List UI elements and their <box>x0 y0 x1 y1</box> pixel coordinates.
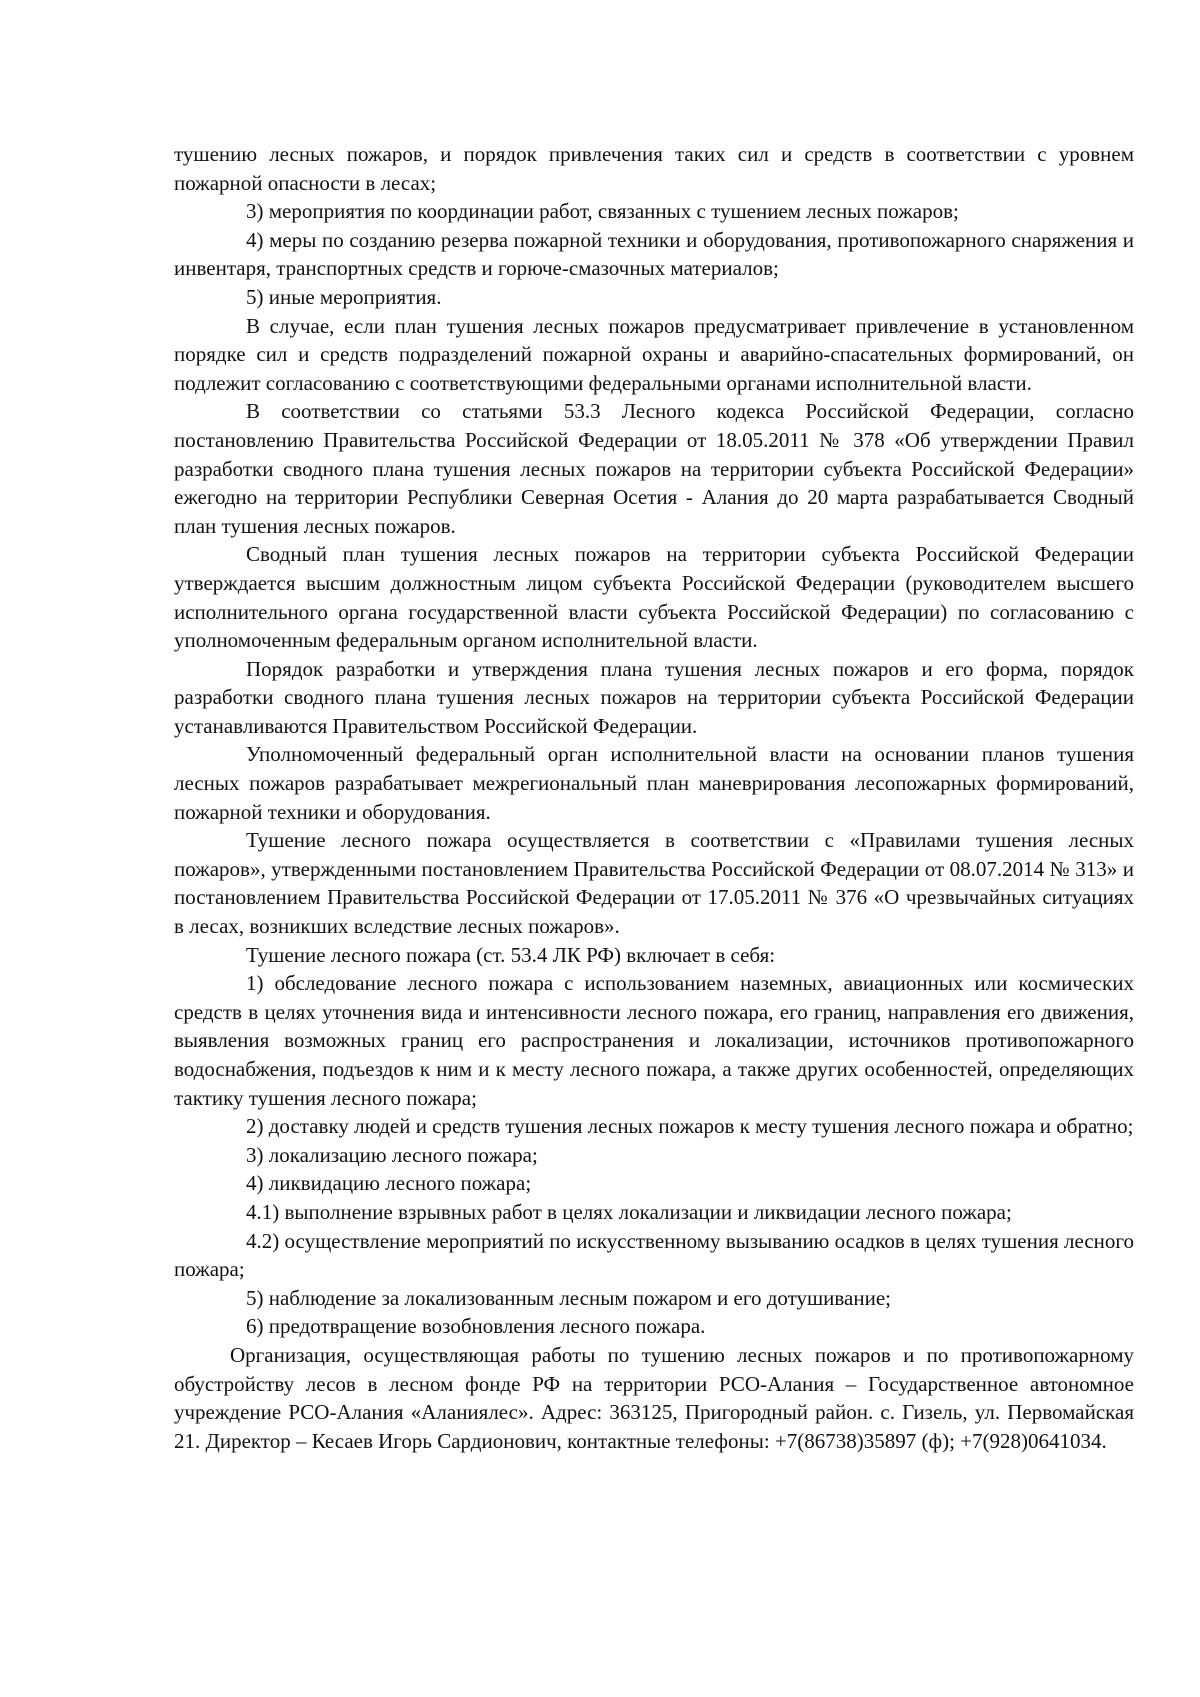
paragraph-11: Тушение лесного пожара (ст. 53.4 ЛК РФ) включает в себя: <box>246 942 776 967</box>
paragraph-15: 4) ликвидацию лесного пожара; <box>246 1171 532 1196</box>
paragraph-14: 3) локализацию лесного пожара; <box>246 1142 538 1167</box>
paragraph-2: 3) мероприятия по координации работ, связанных с тушением лесных пожаров; <box>246 199 959 224</box>
paragraph-17: 4.2) осуществление мероприятий по искусственному вызыванию осадков в целях тушения лесного пожара; <box>174 1228 1134 1282</box>
paragraph-4: 5) иные мероприятия. <box>246 284 442 309</box>
paragraph-6: В соответствии со статьями 53.3 Лесного кодекса Российской Федерации, согласно постановлению Правительства Российской Федерации от 18.05.2011 № 378 «Об утверждении Правил разработки сводного плана тушения лесных пожаров на территории субъекта Российской Федерации» ежегодно на территории Республики Северная Осетия - Алания до 20 марта разрабатывается Сводный план тушения лесных пожаров. <box>174 399 1134 538</box>
paragraph-5: В случае, если план тушения лесных пожаров предусматривает привлечение в установленном порядке сил и средств подразделений пожарной охраны и аварийно-спасательных формирований, он подлежит согласованию с соответствующими федеральными органами исполнительной власти. <box>174 313 1134 395</box>
paragraph-8: Порядок разработки и утверждения плана тушения лесных пожаров и его форма, порядок разработки сводного плана тушения лесных пожаров на территории субъекта Российской Федерации устанавливаются Правительством Российской Федерации. <box>174 656 1134 738</box>
document-page <box>174 140 1134 1455</box>
paragraph-19: 6) предотвращение возобновления лесного пожара. <box>246 1314 706 1339</box>
paragraph-13: 2) доставку людей и средств тушения лесных пожаров к месту тушения лесного пожара и обратно; <box>246 1114 1134 1139</box>
paragraph-9: Уполномоченный федеральный орган исполнительной власти на основании планов тушения лесных пожаров разрабатывает межрегиональный план маневрирования лесопожарных формирований, пожарной техники и оборудования. <box>174 742 1134 824</box>
paragraph-20: Организация, осуществляющая работы по тушению лесных пожаров и по противопожарному обустройству лесов в лесном фонде РФ на территории РСО-Алания – Государственное автономное учреждение РСО-Алания «Аланиялес». Адрес: 363125, Пригородный район. с. Гизель, ул. Первомайская 21. Директор – Кесаев Игорь Сардионович, контактные телефоны: +7(86738)35897 (ф); +7(928)0641034. <box>174 1342 1134 1453</box>
paragraph-7: Сводный план тушения лесных пожаров на территории субъекта Российской Федерации утверждается высшим должностным лицом субъекта Российской Федерации (руководителем высшего исполнительного органа государственной власти субъекта Российской Федерации) по согласованию с уполномоченным федеральным органом исполнительной власти. <box>174 542 1134 653</box>
paragraph-16: 4.1) выполнение взрывных работ в целях локализации и ликвидации лесного пожара; <box>246 1199 1012 1224</box>
paragraph-3: 4) меры по созданию резерва пожарной техники и оборудования, противопожарного снаряжения и инвентаря, транспортных средств и горюче-смазочных материалов; <box>174 227 1134 281</box>
paragraph-1: тушению лесных пожаров, и порядок привлечения таких сил и средств в соответствии с уровнем пожарной опасности в лесах; <box>174 142 1134 195</box>
paragraph-10: Тушение лесного пожара осуществляется в соответствии с «Правилами тушения лесных пожаров», утвержденными постановлением Правительства Российской Федерации от 08.07.2014 № 313» и постановлением Правительства Российской Федерации от 17.05.2011 № 376 «О чрезвычайных ситуациях в лесах, возникших вследствие лесных пожаров». <box>174 828 1134 939</box>
paragraph-18: 5) наблюдение за локализованным лесным пожаром и его дотушивание; <box>246 1285 892 1310</box>
paragraph-12: 1) обследование лесного пожара с использованием наземных, авиационных или космических средств в целях уточнения вида и интенсивности лесного пожара, его границ, направления его движения, выявления возможных границ его распространения и локализации, источников противопожарного водоснабжения, подъездов к ним и к месту лесного пожара, а также других особенностей, определяющих тактику тушения лесного пожара; <box>174 971 1134 1110</box>
